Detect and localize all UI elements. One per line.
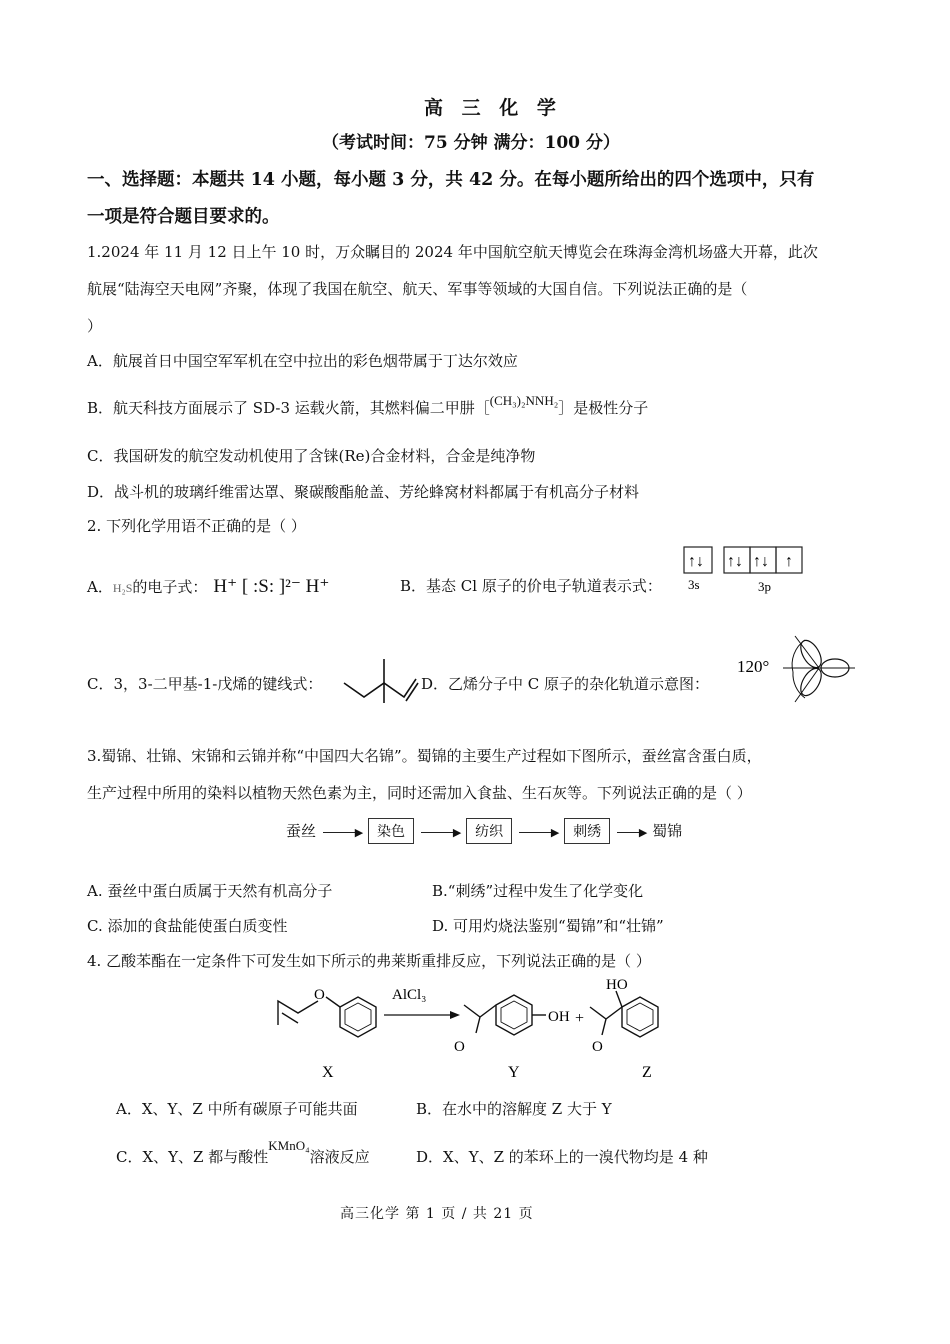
flow-step-embroider: 刺绣 xyxy=(564,818,610,844)
orbital-3p-3-arrow: ↑ xyxy=(785,553,793,570)
section-heading-line2: 一项是符合题目要求的。 xyxy=(87,207,280,227)
flow-step-silk: 蚕丝 xyxy=(286,822,317,840)
q3-flowchart xyxy=(286,818,682,844)
skeletal-formula xyxy=(340,645,420,705)
sp2-orbital-figure xyxy=(735,632,860,707)
plus-sign: + xyxy=(575,1010,585,1027)
q3-option-a: A. 蚕丝中蛋白质属于天然有机高分子 xyxy=(87,882,333,900)
q3-option-d: D. 可用灼烧法鉴别“蜀锦”和“壮锦” xyxy=(432,917,664,935)
x-oxygen-label: O xyxy=(314,987,325,1003)
label-z: Z xyxy=(642,1064,652,1081)
q1-option-b-tail: ］是极性分子 xyxy=(558,399,649,417)
page-footer: 高三化学 第 1 页 / 共 21 页 xyxy=(340,1206,534,1222)
flow-arrowhead-icon: ▶ xyxy=(354,826,364,839)
q1-option-c: C．我国研发的航空发动机使用了含铼(Re)合金材料，合金是纯净物 xyxy=(87,447,536,465)
q2-stem: 2. 下列化学用语不正确的是（ ） xyxy=(87,517,306,535)
y-oxygen-label: O xyxy=(454,1039,465,1055)
section-heading-line1: 一、选择题：本题共 14 小题，每小题 3 分，共 42 分。在每小题所给出的四个选项中，只有 xyxy=(87,170,815,190)
flow-step-shujin: 蜀锦 xyxy=(652,822,683,840)
q4-option-d: D．X、Y、Z 的苯环上的一溴代物均是 4 种 xyxy=(416,1148,708,1166)
y-hydroxyl-label: OH xyxy=(548,1009,570,1025)
q4-option-b: B．在水中的溶解度 Z 大于 Y xyxy=(416,1100,612,1118)
q1-option-a: A．航展首日中国空军军机在空中拉出的彩色烟带属于丁达尔效应 xyxy=(87,352,518,370)
q1-option-b xyxy=(87,393,649,418)
q1-stem-line3: ） xyxy=(87,317,103,335)
q4-option-c-text: C．X、Y、Z 都与酸性 xyxy=(116,1148,269,1166)
orbital-3p-label: 3p xyxy=(758,579,771,594)
q2-electron-formula: H⁺ [ :S: ]²⁻ H⁺ xyxy=(213,576,330,597)
flow-step-dye: 染色 xyxy=(368,818,414,844)
q2-option-d: D．乙烯分子中 C 原子的杂化轨道示意图： xyxy=(421,675,710,693)
q2-option-a-formula: H₂S xyxy=(112,581,133,595)
q4-option-c-tail: 溶液反应 xyxy=(309,1148,370,1166)
z-oxygen-label: O xyxy=(592,1039,603,1055)
q1-option-b-formula: (CH₃)₂NNH₂ xyxy=(489,393,559,408)
label-x: X xyxy=(322,1064,334,1081)
flow-arrowhead-icon: ▶ xyxy=(452,826,462,839)
angle-label: 120° xyxy=(737,657,770,676)
fries-rearrangement-scheme xyxy=(270,975,690,1085)
orbital-3p-2-arrows: ↑↓ xyxy=(753,553,769,570)
q2-option-a-label: A． xyxy=(87,578,113,596)
q2-option-b: B．基态 Cl 原子的价电子轨道表示式： xyxy=(400,577,662,595)
q2-option-c: C．3，3-二甲基-1-戊烯的键线式： xyxy=(87,675,323,693)
q3-option-b: B.“刺绣”过程中发生了化学变化 xyxy=(432,882,644,900)
q1-stem-line1: 1.2024 年 11 月 12 日上午 10 时，万众瞩目的 2024 年中国航空航天博览会在珠海金湾机场盛大开幕，此次 xyxy=(87,243,818,261)
label-y: Y xyxy=(508,1064,520,1081)
page-title: 高 三 化 学 xyxy=(424,97,562,119)
q1-option-d: D．战斗机的玻璃纤维雷达罩、聚碳酸酯舱盖、芳纶蜂窝材料都属于有机高分子材料 xyxy=(87,483,640,501)
flow-arrowhead-icon: ▶ xyxy=(638,826,648,839)
flow-arrowhead-icon: ▶ xyxy=(550,826,560,839)
z-hydroxyl-label: HO xyxy=(606,977,628,993)
orbital-diagram xyxy=(680,545,810,595)
q4-option-c-formula: KMnO₄ xyxy=(268,1138,310,1153)
flow-arrow xyxy=(323,832,359,833)
q3-stem-line2: 生产过程中所用的染料以植物天然色素为主，同时还需加入食盐、生石灰等。下列说法正确的是（ ） xyxy=(87,784,752,802)
orbital-3s-arrows: ↑↓ xyxy=(688,553,704,570)
q1-stem-line2: 航展“陆海空天电网”齐聚，体现了我国在航空、航天、军事等领域的大国自信。下列说法正确的是（ xyxy=(87,280,748,298)
q4-option-a: A．X、Y、Z 中所有碳原子可能共面 xyxy=(116,1100,358,1118)
reagent-label: AlCl₃ xyxy=(392,987,427,1003)
flow-arrow xyxy=(519,832,555,833)
q2-option-a xyxy=(87,575,329,598)
orbital-3s-label: 3s xyxy=(688,577,700,592)
q3-stem-line1: 3.蜀锦、壮锦、宋锦和云锦并称“中国四大名锦”。蜀锦的主要生产过程如下图所示，蚕丝富含蛋白质， xyxy=(87,747,762,765)
orbital-3p-1-arrows: ↑↓ xyxy=(727,553,743,570)
exam-info: （考试时间：75 分钟 满分：100 分） xyxy=(322,133,620,153)
q4-option-c xyxy=(116,1138,370,1167)
q1-option-b-text: B．航天科技方面展示了 SD-3 运载火箭，其燃料偏二甲肼［ xyxy=(87,399,490,417)
q3-option-c: C. 添加的食盐能使蛋白质变性 xyxy=(87,917,288,935)
flow-arrow xyxy=(421,832,457,833)
q4-stem: 4. 乙酸苯酯在一定条件下可发生如下所示的弗莱斯重排反应，下列说法正确的是（ ） xyxy=(87,952,651,970)
q2-option-a-text: 的电子式： xyxy=(132,578,208,596)
flow-step-weave: 纺织 xyxy=(466,818,512,844)
